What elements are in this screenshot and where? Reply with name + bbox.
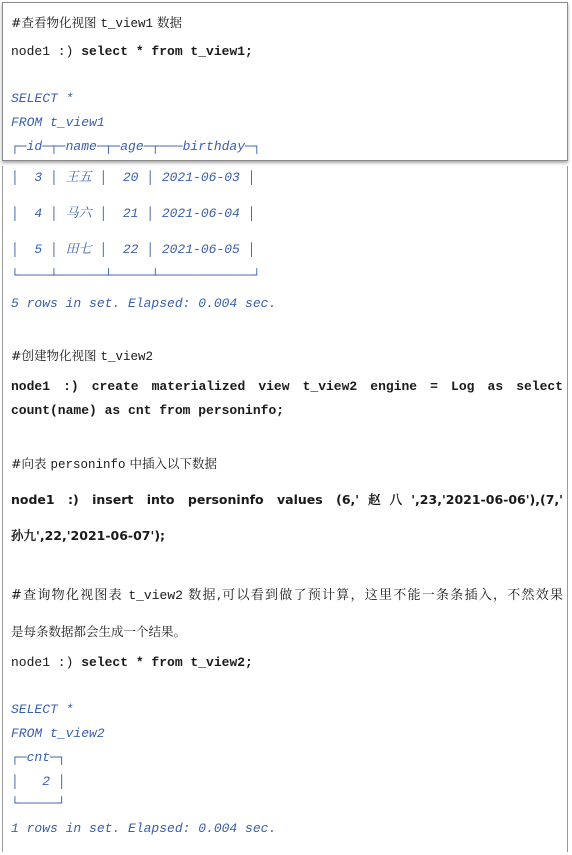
result-summary: 1 rows in set. Elapsed: 0.004 sec. bbox=[11, 821, 277, 836]
heading-code: personinfo bbox=[50, 458, 126, 472]
command-text: select * from t_view1; bbox=[81, 44, 253, 59]
heading-query-view-cont: 是每条数据都会生成一个结果。 bbox=[11, 624, 187, 639]
heading-query-view bbox=[11, 588, 563, 604]
output-from: FROM t_view2 bbox=[11, 726, 105, 741]
result-table-footer: └────┴──────┴─────┴────────────┘ bbox=[11, 268, 261, 283]
heading-text: #向表 bbox=[11, 456, 51, 471]
command-line-cont: count(name) as cnt from personinfo; bbox=[11, 403, 285, 418]
heading-suffix: 数据 bbox=[152, 15, 182, 30]
result-box-top: ┌─cnt─┐ bbox=[11, 750, 66, 765]
heading-text: #查询物化视图表 bbox=[11, 588, 129, 603]
table-row: │ 3 │ 王五 │ 20 │ 2021-06-03 │ bbox=[11, 170, 256, 185]
heading-text: #查看物化视图 bbox=[11, 15, 101, 30]
heading-suffix: 中插入以下数据 bbox=[125, 456, 217, 471]
heading-view-t-view1 bbox=[11, 15, 182, 32]
result-box-row: │ 2 │ bbox=[11, 774, 66, 789]
command-line bbox=[11, 655, 253, 671]
command-line bbox=[11, 44, 253, 60]
result-box-bottom: └─────┘ bbox=[11, 796, 66, 811]
output-from: FROM t_view1 bbox=[11, 115, 105, 130]
result-table-header: ┌─id─┬─name─┬─age─┬───birthday─┐ bbox=[11, 139, 261, 154]
result-summary: 5 rows in set. Elapsed: 0.004 sec. bbox=[11, 296, 277, 311]
prompt: node1 :) bbox=[11, 655, 82, 670]
query-panel-t-view1 bbox=[2, 2, 568, 161]
table-row: │ 5 │ 田七 │ 22 │ 2021-06-05 │ bbox=[11, 242, 256, 257]
output-select: SELECT * bbox=[11, 702, 74, 717]
prompt: node1 :) bbox=[11, 44, 82, 59]
heading-create-view bbox=[11, 348, 153, 365]
heading-insert-data bbox=[11, 456, 217, 473]
command-line: node1 :) create materialized view t_view2 engine = Log as select bbox=[11, 379, 563, 394]
heading-code: t_view1 bbox=[100, 17, 153, 31]
heading-code: t_view2 bbox=[128, 588, 183, 603]
command-line: node1 :) insert into personinfo values (6,'赵八',23,'2021-06-06'),(7,' bbox=[11, 492, 563, 507]
heading-text: #创建物化视图 bbox=[11, 348, 101, 363]
heading-code: t_view2 bbox=[100, 350, 153, 364]
table-row: │ 4 │ 马六 │ 21 │ 2021-06-04 │ bbox=[11, 206, 256, 221]
terminal-output-panel bbox=[2, 166, 568, 852]
command-line-cont: 孙九',22,'2021-06-07'); bbox=[11, 528, 166, 543]
output-select: SELECT * bbox=[11, 91, 74, 106]
command-text: select * from t_view2; bbox=[81, 655, 253, 670]
heading-suffix: 数据,可以看到做了预计算，这里不能一条条插入，不然效果 bbox=[182, 588, 564, 603]
